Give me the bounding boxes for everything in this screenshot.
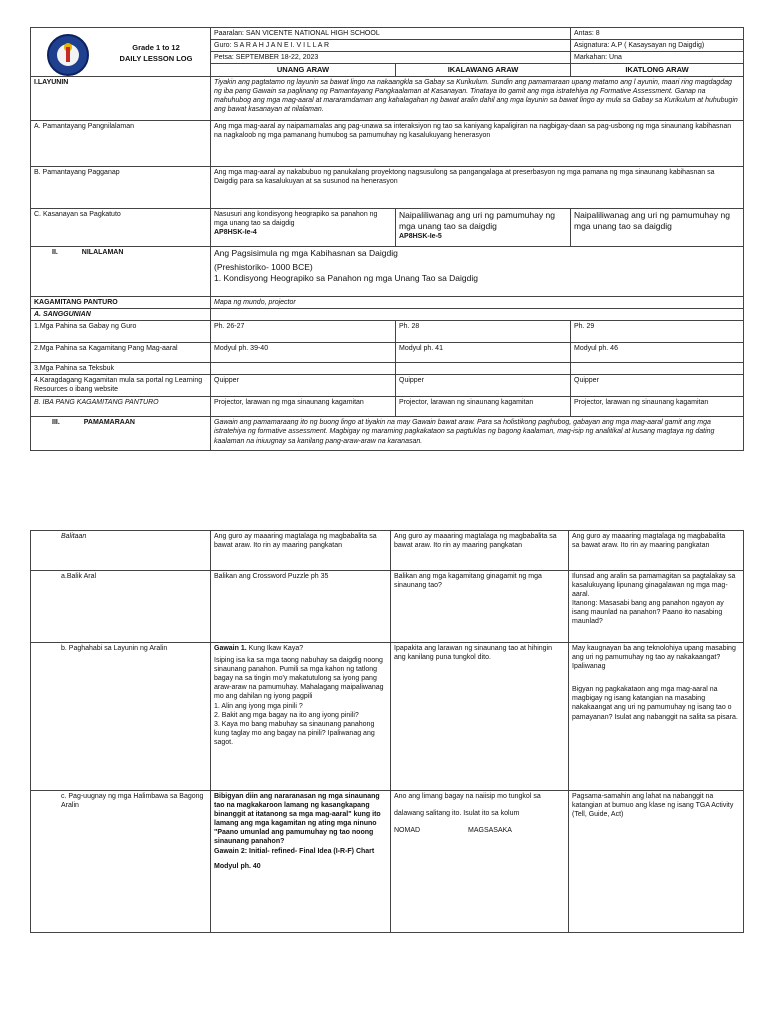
paguugnay-day1-a: Bibigyan diin ang nararanasan ng mga sinaunang tao na magkakaroon lamang ng kasangkapang binanggit at itatanong sa mga mag-aaral" kung ito lamang ang mga kagamitan ng ating mga ninuno "Paano umunlad ang pamumuhay ng tao noong sinaunang panahon?: [214, 793, 381, 846]
nilalaman-period: (Preshistoriko- 1000 BCE): [214, 262, 313, 273]
day1-header: UNANG ARAW: [211, 64, 396, 77]
kasanayan-day2-text: Naipaliliwanag ang uri ng pamumuhay ng mga unang tao sa daigdig: [399, 210, 555, 232]
nilalaman-title: NILALAMAN: [81, 249, 124, 257]
teksbuk-day2: [396, 363, 571, 375]
gawain1-subtitle: Kung Ikaw Kaya?: [246, 645, 304, 652]
pagganap-text: Ang mga mag-aaral ay nakabubuo ng panukalang proyektong nagsusulong sa pangangalaga at preserbasyon ng mga pamana ng mga sinaunang kabihasnan sa Daigdig para sa kasalukuyan at sa susunod na henerasyon: [211, 167, 744, 209]
layunin-text: Tiyakin ang pagtatamo ng layunin sa bawat lingo na nakaangkla sa Gabay sa Kurikulum. Sundin ang pamamaraan upang matamo ang l ayunin, maari ring magdagdag ng iba pang Gawain sa paglinang ng Pamantayang Pangkaalaman at Kasanayan. Tinataya ito gamit ang mga istratehiya ng Formative Assessment. Ganap na mahuhubog ang mga mag-aaral at mararamdaman ang kahalagahan ng bawat aralin dahil ang mga layunin sa bawat lingo ay mula sa Gabay sa Kurikulum at huhubugin ang bawat kasanayan at nilalaman.: [211, 77, 744, 121]
asignatura-field: Asignatura: A.P ( Kasaysayan ng Daigdig): [571, 40, 744, 52]
nilalaman-main: Ang Pagsisimula ng mga Kabihasnan sa Daigdig: [214, 248, 398, 259]
gabay-day3: Ph. 29: [571, 321, 744, 343]
balitaan-day2: Ang guro ay maaaring magtalaga ng magbabalita sa bawat araw. Ito rin ay maaring pangkatan: [391, 531, 569, 571]
lr-day2: Quipper: [396, 375, 571, 397]
paguugnay-day2-a: Ano ang limang bagay na naiisip mo tungkol sa: [394, 793, 541, 800]
day2-header: IKALAWANG ARAW: [396, 64, 571, 77]
iba-kagamitan-label: B. IBA PANG KAGAMITANG PANTURO: [31, 397, 211, 417]
balitaan-day3: [569, 531, 744, 571]
gawain1-body: Isiping isa ka sa mga taong nabuhay sa daigdig noong sinaunang panahon. Pumili sa mga kahon ng tatlong bagay na sa tingin mo'y makatutulong sa iyong pang araw-araw na pamumuhay. Mahalagang maipaliwanag mo ang dahilan ng iyong pagpili: [214, 657, 384, 701]
lr-portal-label: 4.Karagdagang Kagamitan mula sa portal ng Learning Resources o ibang website: [31, 375, 211, 397]
iba-day1: Projector, larawan ng mga sinaunang kagamitan: [211, 397, 396, 417]
guro-field: Guro: S A R A H J A N E I. V I L L A R: [211, 40, 571, 52]
log-title: DAILY LESSON LOG: [119, 54, 193, 64]
balik-aral-day3-b: Itanong: Masasabi bang ang panahon ngayon ay isang maunlad na panahon? Paano ito nasabing maunlad?: [572, 600, 724, 626]
iba-day3: Projector, larawan ng sinaunang kagamitan: [571, 397, 744, 417]
kasanayan-day1-text: Nasusuri ang kondisyong heograpiko sa panahon ng mga unang tao sa daigdig: [214, 211, 378, 228]
kasanayan-day1: [211, 209, 396, 247]
gawain1-title: Gawain 1.: [214, 645, 247, 652]
balik-aral-day1: Balikan ang Crossword Puzzle ph 35: [211, 571, 391, 643]
lesson-procedure-table: [30, 530, 744, 933]
grade-label: Grade 1 to 12: [132, 43, 180, 52]
layunin-label: I.LAYUNIN: [31, 77, 211, 121]
paguugnay-day1: [211, 791, 391, 933]
kasanayan-label: C. Kasanayan sa Pagkatuto: [31, 209, 211, 247]
nomad-label: NOMAD: [394, 827, 421, 835]
magaaral-day2: Modyul ph. 41: [396, 343, 571, 363]
kasanayan-day2: [396, 209, 571, 247]
paguugnay-label: c. Pag-uugnay ng mga Halimbawa sa Bagong Aralin: [31, 791, 211, 933]
teksbuk-label: 3.Mga Pahina sa Teksbuk: [31, 363, 211, 375]
antas-field: Antas: 8: [571, 28, 744, 40]
paguugnay-day1-c: Modyul ph. 40: [214, 862, 261, 870]
markahan-field: Markahan: Una: [571, 52, 744, 64]
paguugnay-day3: Pagsama-samahin ang lahat na nabanggit na katangian at bumuo ang klase ng isang TGA Activity (Tell, Guide, Act): [569, 791, 744, 933]
gawain1-q3: 3. Kaya mo bang mabuhay sa sinaunang panahong kung taglay mo ang bagay na pinili? Ipaliwanag ang sagot.: [214, 720, 375, 746]
nilalaman-text: [211, 247, 744, 297]
balik-aral-label: a.Balik Aral: [31, 571, 211, 643]
nilalaman-num: II.: [52, 249, 58, 257]
kasanayan-day3: [571, 209, 744, 247]
nilalaman-topic: 1. Kondisyong Heograpiko sa Panahon ng mga Unang Tao sa Daigdig: [214, 273, 478, 284]
paguugnay-day2: [391, 791, 569, 933]
gabay-label: 1.Mga Pahina sa Gabay ng Guro: [31, 321, 211, 343]
lesson-log-header-table: [30, 27, 744, 451]
paghahabi-day3-b: Bigyan ng pagkakataon ang mga mag-aaral na magbigay ng isang katangian na masabing nakakaangat ang uri ng pamumuhay ng isang tao o pamayanan? Isulat ang nabanggit na salita sa pisara.: [572, 686, 738, 721]
balik-aral-day3-a: Ilunsad ang aralin sa pamamagitan sa pagtalakay sa kasalukuyang lipunang ginagalawan ng mga mag-aaral.: [572, 573, 736, 599]
gawain1-q1: 1. Alin ang iyong mga pinili ?: [214, 702, 303, 710]
magaaral-day3: Modyul ph. 46: [571, 343, 744, 363]
balitaan-day3-a: Ang guro ay maaaring magtalaga ng magbabalita: [572, 533, 726, 540]
kagamitan-text: Mapa ng mundo, projector: [211, 297, 744, 309]
grade-title: [101, 42, 211, 65]
deped-seal-icon: [47, 34, 89, 76]
balitaan-day1: Ang guro ay maaaring magtalaga ng magbabalita sa bawat araw. Ito rin ay maaring pangkatan: [211, 531, 391, 571]
magaaral-day1: Modyul ph. 39-40: [211, 343, 396, 363]
paghahabi-label: b. Paghahabi sa Layunin ng Aralin: [31, 643, 211, 791]
iba-day2: Projector, larawan ng sinaunang kagamitan: [396, 397, 571, 417]
pangnilalaman-text: Ang mga mag-aaral ay naipamamalas ang pag-unawa sa interaksiyon ng tao sa kaniyang kapaligiran na nagbigay-daan sa pag-usbong ng mga sinaunang kabihasnan na nagkaloob ng mga pamanang humubog sa pamumuhay ng kasalukuyang henerasyon: [211, 121, 744, 167]
teksbuk-day1: [211, 363, 396, 375]
balik-aral-day3: [569, 571, 744, 643]
gawain1-q2: 2. Bakit ang mga bagay na ito ang iyong pinili?: [214, 711, 359, 719]
teksbuk-day3: [571, 363, 744, 375]
paghahabi-day2: Ipapakita ang larawan ng sinaunang tao at hihingin ang kanilang puna tungkol dito.: [391, 643, 569, 791]
sanggunian-empty: [211, 309, 744, 321]
magsasaka-label: MAGSASAKA: [468, 827, 512, 835]
paguugnay-day2-b: dalawang salitang ito. Isulat ito sa kolum: [394, 810, 520, 818]
paghahabi-day3: [569, 643, 744, 791]
kagamitan-label: KAGAMITANG PANTURO: [31, 297, 211, 309]
pamamaraan-label: [31, 417, 211, 451]
paguugnay-day1-b: Gawain 2: Initial- refined- Final Idea (I-R-F) Chart: [214, 847, 375, 855]
school-logo-cell: [31, 28, 211, 77]
gabay-day1: Ph. 26-27: [211, 321, 396, 343]
petsa-field: Petsa: SEPTEMBER 18-22, 2023: [211, 52, 571, 64]
paghahabi-day1: [211, 643, 391, 791]
sanggunian-label: A. SANGGUNIAN: [31, 309, 211, 321]
lr-day3: Quipper: [571, 375, 744, 397]
day3-header: IKATLONG ARAW: [571, 64, 744, 77]
pagganap-label: B. Pamantayang Pagganap: [31, 167, 211, 209]
magaaral-label: 2.Mga Pahina sa Kagamitang Pang Mag-aaral: [31, 343, 211, 363]
pamamaraan-title: PAMAMARAAN: [83, 419, 135, 427]
gabay-day2: Ph. 28: [396, 321, 571, 343]
paaralan-field: Paaralan: SAN VICENTE NATIONAL HIGH SCHOOL: [211, 28, 571, 40]
kasanayan-day2-code: AP8HSK-Ie-5: [399, 233, 442, 241]
kasanayan-day3-text: Naipaliliwanag ang uri ng pamumuhay ng mga unang tao sa daigdig: [574, 210, 730, 232]
pamamaraan-text: Gawain ang pamamaraang ito ng buong lingo at tiyakin na may Gawain bawat araw. Para sa holistikong paghubog, gabayan ang mga mag-aaral gamit ang mga istratehiya ng formative assessment. Magbigay ng maraming pagkakataon sa pagtuklas ng bagong kaalaman, mag-isip ng analitikal at kusang magtaya ng dating kaalaman na iniuugnay sa kanilang pang-araw-araw na karanasan.: [211, 417, 744, 451]
pangnilalaman-label: A. Pamantayang Pangnilalaman: [31, 121, 211, 167]
balitaan-day3-b: sa bawat araw. Ito rin ay maaring pangkatan: [572, 542, 710, 550]
balitaan-label: Balitaan: [31, 531, 211, 571]
paghahabi-day3-a: May kaugnayan ba ang teknolohiya upang masabing ang uri ng pamumuhay ng tao ay nakakaangat? Ipaliwanag: [572, 645, 736, 671]
pamamaraan-num: III.: [52, 419, 60, 427]
lr-day1: Quipper: [211, 375, 396, 397]
balik-aral-day2: Balikan ang mga kagamitang ginagamit ng mga sinaunang tao?: [391, 571, 569, 643]
nilalaman-label: [31, 247, 211, 297]
kasanayan-day1-code: AP8HSK-Ie-4: [214, 229, 257, 237]
